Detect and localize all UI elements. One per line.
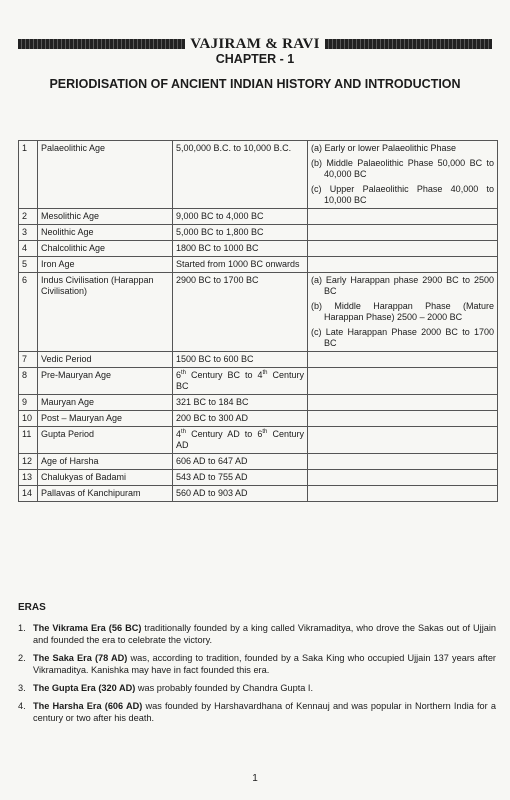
row-number: 11: [19, 427, 38, 454]
phase-cell: [308, 257, 498, 273]
age-name: Mauryan Age: [38, 395, 173, 411]
time-period: Started from 1000 BC onwards: [173, 257, 308, 273]
time-period: 560 AD to 903 AD: [173, 486, 308, 502]
phase-cell: [308, 470, 498, 486]
brand-name: VAJIRAM & RAVI: [190, 35, 320, 52]
row-number: 8: [19, 368, 38, 395]
era-description: was founded by Harshavardhana of Kennauj and was popular in Northern India for a century or two after his death.: [33, 701, 496, 723]
phase-item: (a) Early Harappan phase 2900 BC to 2500 BC: [311, 275, 494, 296]
table-row: [19, 241, 498, 257]
time-period: 606 AD to 647 AD: [173, 454, 308, 470]
era-name: The Harsha Era (606 AD): [33, 701, 143, 711]
phase-cell: [308, 368, 498, 395]
phase-cell: [308, 411, 498, 427]
ordinal-suffix: th: [181, 370, 187, 376]
page-title: PERIODISATION OF ANCIENT INDIAN HISTORY AND INTRODUCTION: [49, 77, 461, 91]
era-item: [18, 652, 496, 676]
time-period: [173, 427, 308, 454]
era-item: [18, 622, 496, 646]
ordinal-suffix: th: [262, 429, 268, 435]
phase-cell: [308, 209, 498, 225]
header-bar-right: [325, 39, 492, 49]
row-number: 7: [19, 352, 38, 368]
table-row: [19, 486, 498, 502]
time-period: 321 BC to 184 BC: [173, 395, 308, 411]
age-name: Pre-Mauryan Age: [38, 368, 173, 395]
phase-item: (a) Early or lower Palaeolithic Phase: [311, 143, 457, 153]
time-period: 1800 BC to 1000 BC: [173, 241, 308, 257]
age-name: Age of Harsha: [38, 454, 173, 470]
table-row: [19, 411, 498, 427]
table-row: [19, 141, 498, 209]
table-row: [19, 257, 498, 273]
period-text: Century BC to 4: [186, 370, 263, 380]
era-number: 1.: [18, 623, 26, 633]
eras-list: [18, 622, 496, 730]
periodisation-table: [18, 140, 498, 502]
table-row: [19, 470, 498, 486]
phase-cell: [308, 225, 498, 241]
time-period: [173, 368, 308, 395]
era-name: The Saka Era (78 AD): [33, 653, 128, 663]
phase-cell: [308, 141, 498, 209]
row-number: 5: [19, 257, 38, 273]
time-period: 9,000 BC to 4,000 BC: [173, 209, 308, 225]
phase-cell: [308, 352, 498, 368]
age-name: Indus Civilisation (Harappan Civilisation): [38, 273, 173, 352]
phase-item: (b) Middle Harappan Phase (Mature Harappan Phase) 2500 – 2000 BC: [311, 301, 494, 322]
time-period: 5,000 BC to 1,800 BC: [173, 225, 308, 241]
age-name: Palaeolithic Age: [38, 141, 173, 209]
era-number: 4.: [18, 701, 26, 711]
time-period: 543 AD to 755 AD: [173, 470, 308, 486]
phase-cell: [308, 241, 498, 257]
table-row: [19, 454, 498, 470]
ordinal-suffix: th: [262, 370, 268, 376]
table-row: [19, 273, 498, 352]
phase-item: (c) Late Harappan Phase 2000 BC to 1700 BC: [311, 327, 494, 348]
row-number: 9: [19, 395, 38, 411]
phase-cell: [308, 454, 498, 470]
era-number: 2.: [18, 653, 26, 663]
age-name: Chalcolithic Age: [38, 241, 173, 257]
header-bar-left: [18, 39, 185, 49]
era-item: [18, 700, 496, 724]
age-name: Gupta Period: [38, 427, 173, 454]
row-number: 4: [19, 241, 38, 257]
era-description: was probably founded by Chandra Gupta I.: [135, 683, 314, 693]
page-number: 1: [252, 773, 258, 784]
age-name: Iron Age: [38, 257, 173, 273]
era-name: The Gupta Era (320 AD): [33, 683, 136, 693]
phase-item: (b) Middle Palaeolithic Phase 50,000 BC to 40,000 BC: [311, 158, 494, 179]
period-text: Century BC: [176, 370, 305, 391]
era-description: traditionally founded by a king called Vikramaditya, who drove the Sakas out of Ujjain and founded the era to celebrate the victory.: [33, 623, 496, 645]
table-row: [19, 225, 498, 241]
ordinal-suffix: th: [181, 429, 187, 435]
time-period: 5,00,000 B.C. to 10,000 B.C.: [173, 141, 308, 209]
age-name: Mesolithic Age: [38, 209, 173, 225]
time-period: 1500 BC to 600 BC: [173, 352, 308, 368]
eras-heading: ERAS: [18, 602, 46, 613]
table-row: [19, 352, 498, 368]
table-row: [19, 209, 498, 225]
age-name: Chalukyas of Badami: [38, 470, 173, 486]
period-text: Century AD: [176, 429, 304, 450]
row-number: 10: [19, 411, 38, 427]
period-text: Century AD to 6: [186, 429, 263, 439]
phase-item: (c) Upper Palaeolithic Phase 40,000 to 10,000 BC: [311, 184, 494, 205]
era-name: The Vikrama Era (56 BC): [33, 623, 142, 633]
row-number: 3: [19, 225, 38, 241]
table-row: [19, 427, 498, 454]
row-number: 2: [19, 209, 38, 225]
era-description: was, according to tradition, founded by a Saka King who occupied Ujjain 137 years after Vikramaditya. Kanishka may have in fact founded this era.: [33, 653, 496, 675]
time-period: 200 BC to 300 AD: [173, 411, 308, 427]
table-row: [19, 368, 498, 395]
chapter-label: CHAPTER - 1: [215, 52, 295, 66]
row-number: 12: [19, 454, 38, 470]
row-number: 14: [19, 486, 38, 502]
phase-cell: [308, 427, 498, 454]
era-number: 3.: [18, 683, 26, 693]
period-text: 6: [176, 370, 182, 380]
row-number: 6: [19, 273, 38, 352]
age-name: Pallavas of Kanchipuram: [38, 486, 173, 502]
era-item: [18, 682, 496, 694]
row-number: 1: [19, 141, 38, 209]
table-body: [19, 141, 498, 502]
time-period: 2900 BC to 1700 BC: [173, 273, 308, 352]
period-text: 4: [176, 429, 182, 439]
table-row: [19, 395, 498, 411]
age-name: Neolithic Age: [38, 225, 173, 241]
phase-cell: [308, 395, 498, 411]
age-name: Vedic Period: [38, 352, 173, 368]
age-name: Post – Mauryan Age: [38, 411, 173, 427]
row-number: 13: [19, 470, 38, 486]
phase-cell: [308, 486, 498, 502]
brand-header: [18, 36, 492, 52]
phase-cell: [308, 273, 498, 352]
